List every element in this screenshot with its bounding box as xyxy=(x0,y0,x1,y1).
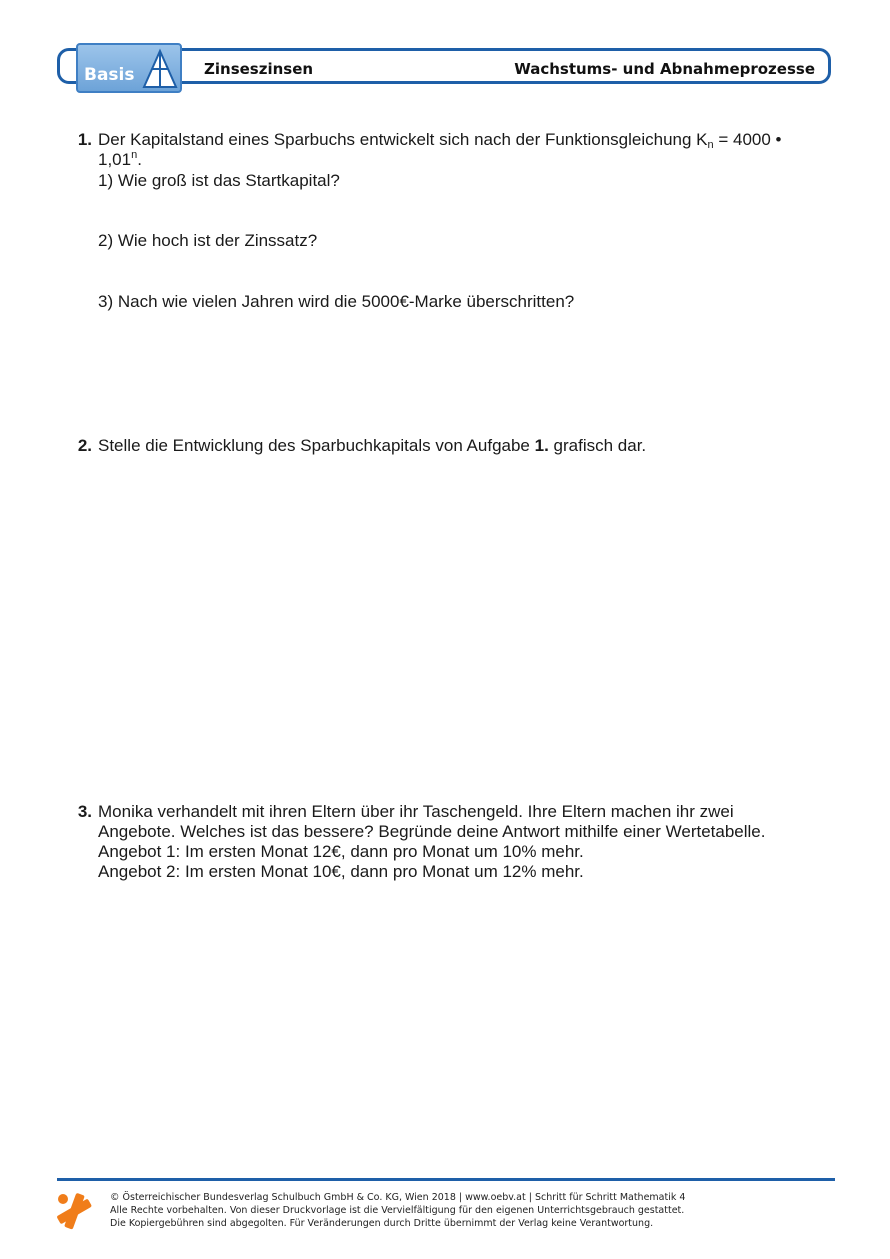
task-number: 1. xyxy=(77,130,92,149)
task-number: 2. xyxy=(77,436,92,455)
offer-2: Angebot 2: Im ersten Monat 10€, dann pro Monat um 12% mehr. xyxy=(98,862,584,881)
task-1-text: Der Kapitalstand eines Sparbuchs entwickelt sich nach der Funktionsgleichung $K_n = 4000$ • 1,01$^n$. xyxy=(98,130,782,169)
footer-line: Alle Rechte vorbehalten. Von dieser Druckvorlage ist die Vervielfältigung für den eigenen Unterrichtsgebrauch gestattet. xyxy=(110,1205,685,1216)
task-2 xyxy=(70,436,815,456)
task-1 xyxy=(70,130,815,170)
question-1-2: 2) Wie hoch ist der Zinssatz? xyxy=(98,231,318,250)
task-3-text xyxy=(98,802,813,882)
task-3 xyxy=(70,802,815,882)
footer-divider xyxy=(57,1178,835,1181)
footer-line: © Österreichischer Bundesverlag Schulbuch GmbH & Co. KG, Wien 2018 | www.oebv.at | Schritt für Schritt Mathematik 4 xyxy=(110,1192,686,1203)
publisher-logo-icon xyxy=(54,1191,94,1231)
topic-title: Zinseszinsen xyxy=(204,60,314,78)
basis-badge xyxy=(76,43,182,93)
question-1-3: 3) Nach wie vielen Jahren wird die 5000€-Marke überschritten? xyxy=(98,292,575,311)
badge-label: Basis xyxy=(84,65,135,85)
task-number: 3. xyxy=(77,802,92,821)
task-3-line: Angebote. Welches ist das bessere? Begründe deine Antwort mithilfe einer Wertetabelle. xyxy=(98,822,766,841)
task-3-line: Monika verhandelt mit ihren Eltern über ihr Taschengeld. Ihre Eltern machen ihr zwei xyxy=(98,802,734,821)
section-title: Wachstums- und Abnahmeprozesse xyxy=(514,60,815,78)
offer-1: Angebot 1: Im ersten Monat 12€, dann pro Monat um 10% mehr. xyxy=(98,842,584,861)
footer-line: Die Kopiergebühren sind abgegolten. Für Veränderungen durch Dritte übernimmt der Verlag keine Verantwortung. xyxy=(110,1218,654,1229)
question-1-1: 1) Wie groß ist das Startkapital? xyxy=(98,171,340,190)
task-2-text: Stelle die Entwicklung des Sparbuchkapitals von Aufgabe 1. grafisch dar. xyxy=(98,436,647,455)
footer-copyright xyxy=(110,1191,685,1230)
pyramid-icon xyxy=(140,47,180,91)
